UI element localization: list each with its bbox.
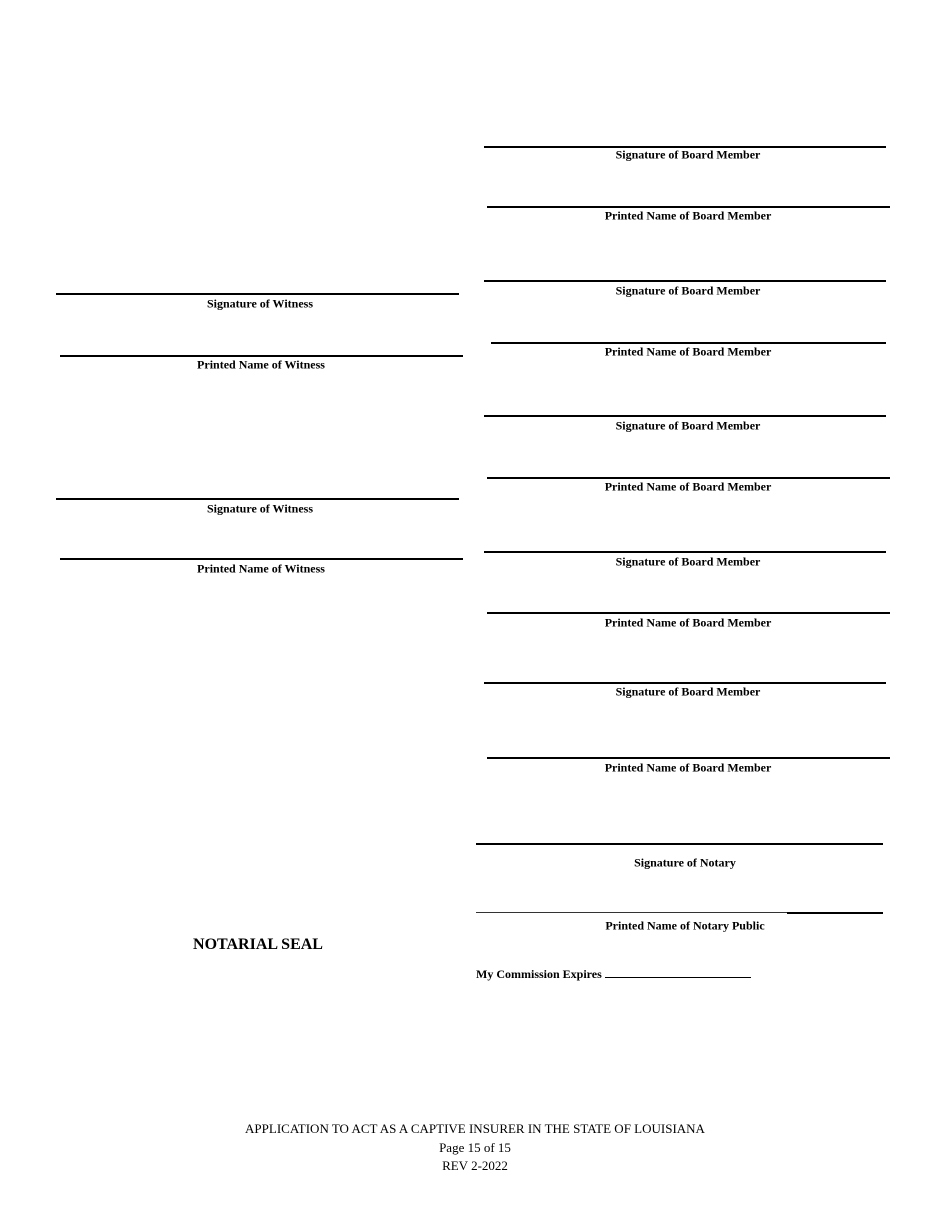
board-signature-line-4[interactable] bbox=[484, 551, 886, 553]
board-printed-name-line-4[interactable] bbox=[487, 612, 890, 614]
footer-revision: REV 2-2022 bbox=[442, 1158, 508, 1173]
board-printed-name-label: Printed Name of Board Member bbox=[604, 760, 772, 775]
witness-printed-name-label: Printed Name of Witness bbox=[197, 357, 325, 372]
commission-expires bbox=[476, 967, 751, 982]
board-printed-name-label: Printed Name of Board Member bbox=[604, 615, 772, 630]
witness-signature-label: Signature of Witness bbox=[206, 501, 314, 516]
board-signature-label: Signature of Board Member bbox=[615, 684, 761, 699]
witness-signature-line-2[interactable] bbox=[56, 498, 459, 500]
commission-expires-label: My Commission Expires bbox=[476, 967, 602, 981]
witness-printed-name-line-2[interactable] bbox=[60, 558, 463, 560]
notary-signature-line[interactable] bbox=[476, 843, 883, 845]
board-printed-name-label: Printed Name of Board Member bbox=[604, 208, 772, 223]
notarial-seal-label: NOTARIAL SEAL bbox=[193, 936, 323, 953]
notary-printed-name-label: Printed Name of Notary Public bbox=[605, 918, 765, 933]
board-signature-label: Signature of Board Member bbox=[615, 283, 761, 298]
notary-signature-label: Signature of Notary bbox=[634, 855, 736, 870]
board-signature-label: Signature of Board Member bbox=[615, 554, 761, 569]
board-printed-name-line-5[interactable] bbox=[487, 757, 890, 759]
footer-title: APPLICATION TO ACT AS A CAPTIVE INSURER IN THE STATE OF LOUISIANA bbox=[245, 1121, 705, 1136]
witness-printed-name-label: Printed Name of Witness bbox=[197, 561, 325, 576]
board-signature-label: Signature of Board Member bbox=[615, 418, 761, 433]
witness-signature-line-1[interactable] bbox=[56, 293, 459, 295]
board-printed-name-label: Printed Name of Board Member bbox=[604, 479, 772, 494]
commission-expires-field[interactable] bbox=[605, 967, 751, 978]
board-signature-line-3[interactable] bbox=[484, 415, 886, 417]
board-signature-line-2[interactable] bbox=[484, 280, 886, 282]
witness-signature-label: Signature of Witness bbox=[206, 296, 314, 311]
notary-printed-name-line-overlay bbox=[787, 912, 883, 914]
board-printed-name-label: Printed Name of Board Member bbox=[604, 344, 772, 359]
footer-page-number: Page 15 of 15 bbox=[439, 1140, 511, 1155]
board-signature-label: Signature of Board Member bbox=[615, 147, 761, 162]
